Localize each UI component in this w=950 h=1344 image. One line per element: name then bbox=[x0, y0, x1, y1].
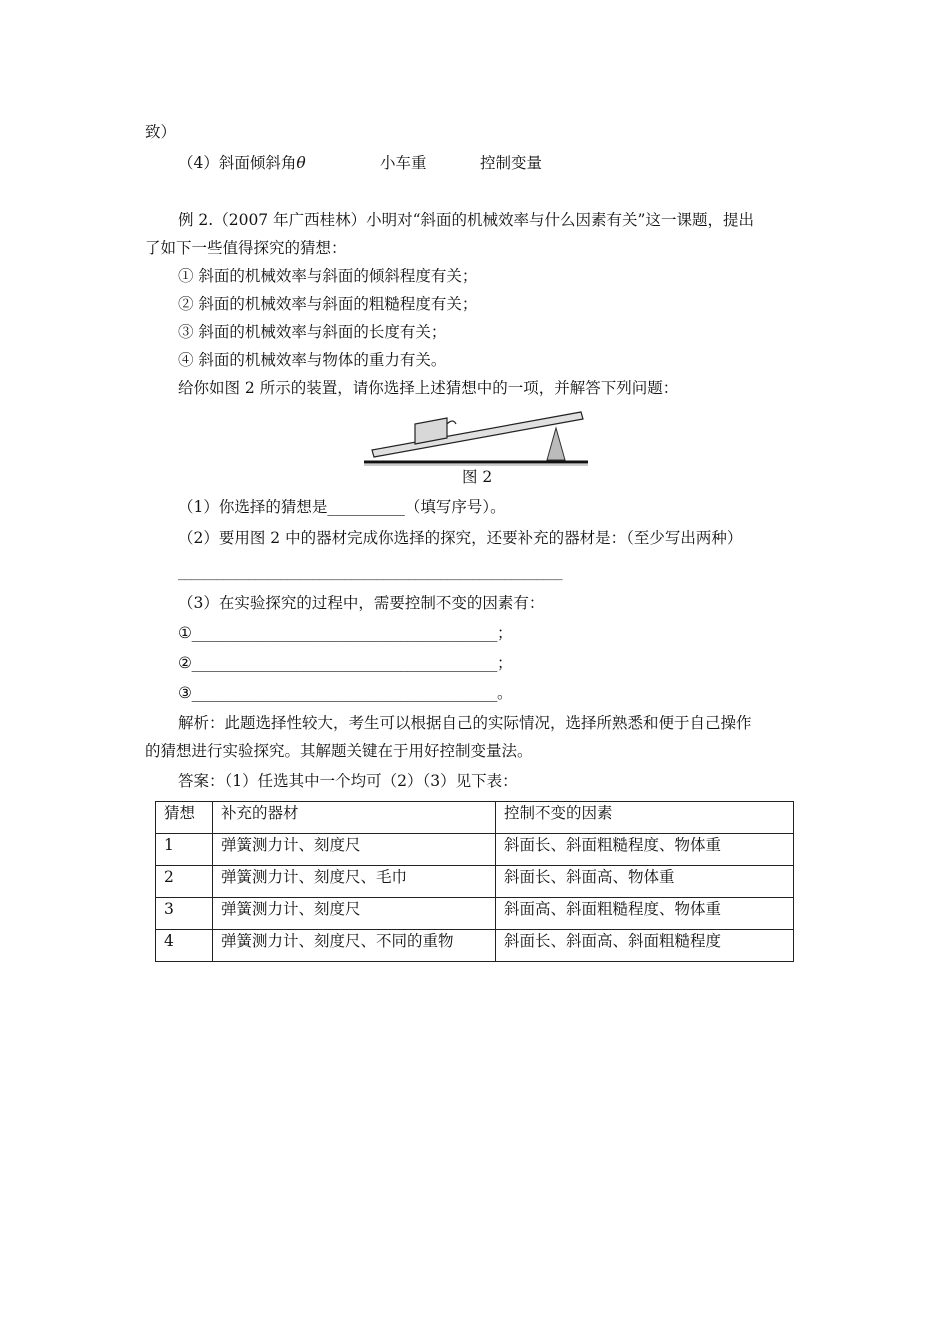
question-3: （3）在实验探究的过程中，需要控制不变的因素有： bbox=[178, 594, 545, 612]
table-cell: 弹簧测力计、刻度尺 bbox=[213, 898, 496, 930]
item-4-line bbox=[178, 152, 543, 174]
block-hook bbox=[447, 421, 456, 424]
hypothesis-2: ② 斜面的机械效率与斜面的粗糙程度有关； bbox=[178, 295, 478, 313]
table-cell: 3 bbox=[156, 898, 213, 930]
table-cell: 弹簧测力计、刻度尺 bbox=[213, 834, 496, 866]
header-controlled: 控制不变的因素 bbox=[496, 802, 794, 834]
item-4-label: （4）斜面倾斜角 bbox=[178, 154, 297, 172]
instruction-text: 给你如图 2 所示的装置，请你选择上述猜想中的一项，并解答下列问题： bbox=[178, 379, 679, 397]
hypothesis-3: ③ 斜面的机械效率与斜面的长度有关； bbox=[178, 323, 447, 341]
table-cell: 斜面长、斜面粗糙程度、物体重 bbox=[496, 834, 794, 866]
header-equipment: 补充的器材 bbox=[213, 802, 496, 834]
incline-figure bbox=[360, 406, 590, 468]
table-row bbox=[156, 834, 794, 866]
item-4-weight: 小车重 bbox=[380, 154, 427, 172]
analysis-line2: 的猜想进行实验探究。其解题关键在于用好控制变量法。 bbox=[145, 742, 533, 760]
text-continuation: 致） bbox=[145, 123, 177, 141]
question-1: （1）你选择的猜想是__________（填写序号）。 bbox=[178, 498, 506, 516]
table-row bbox=[156, 898, 794, 930]
table-cell: 斜面高、斜面粗糙程度、物体重 bbox=[496, 898, 794, 930]
table-cell: 1 bbox=[156, 834, 213, 866]
answer-table bbox=[155, 801, 794, 962]
table-cell: 4 bbox=[156, 930, 213, 962]
hypothesis-4: ④ 斜面的机械效率与物体的重力有关。 bbox=[178, 351, 447, 369]
table-cell: 斜面长、斜面高、物体重 bbox=[496, 866, 794, 898]
table-row bbox=[156, 930, 794, 962]
example-title-line2: 了如下一些值得探究的猜想： bbox=[145, 239, 347, 257]
table-cell: 弹簧测力计、刻度尺、毛巾 bbox=[213, 866, 496, 898]
blank-1: ①_________________________________________； bbox=[178, 624, 513, 642]
hypothesis-1: ① 斜面的机械效率与斜面的倾斜程度有关； bbox=[178, 267, 478, 285]
table-row bbox=[156, 866, 794, 898]
table-cell: 2 bbox=[156, 866, 213, 898]
answer-intro: 答案：（1）任选其中一个均可（2）（3）见下表： bbox=[178, 772, 518, 790]
blank-3: ③_________________________________________。 bbox=[178, 684, 513, 702]
table-cell: 弹簧测力计、刻度尺、不同的重物 bbox=[213, 930, 496, 962]
table-cell: 斜面长、斜面高、斜面粗糙程度 bbox=[496, 930, 794, 962]
table-header-row bbox=[156, 802, 794, 834]
item-4-method: 控制变量 bbox=[480, 154, 543, 172]
example-title-line1: 例 2.（2007 年广西桂林）小明对“斜面的机械效率与什么因素有关”这一课题，提出 bbox=[178, 211, 754, 229]
blank-2: ②_________________________________________； bbox=[178, 654, 513, 672]
figure-caption: 图 2 bbox=[462, 468, 493, 486]
theta-symbol: θ bbox=[296, 154, 306, 172]
support-wedge bbox=[547, 428, 565, 460]
analysis-line1: 解析：此题选择性较大，考生可以根据自己的实际情况，选择所熟悉和便于自己操作 bbox=[178, 714, 752, 732]
question-2-blank: ____________________________________________________________ bbox=[178, 565, 563, 581]
header-hypothesis: 猜想 bbox=[156, 802, 213, 834]
question-2: （2）要用图 2 中的器材完成你选择的探究，还要补充的器材是：（至少写出两种） bbox=[178, 529, 743, 547]
